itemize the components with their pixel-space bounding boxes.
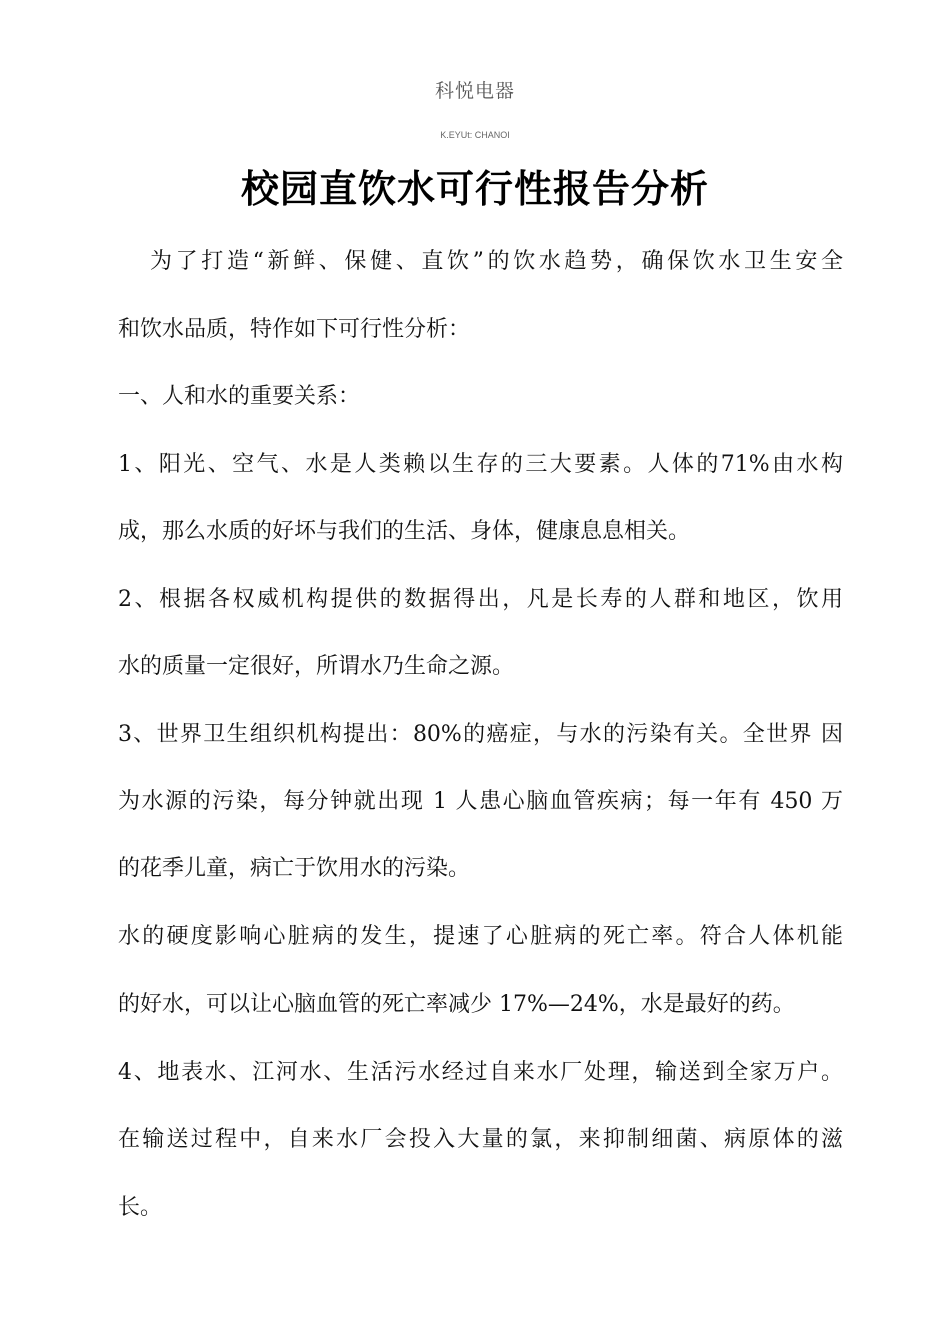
body-line-2: 和饮水品质，特作如下可行性分析： [118, 317, 471, 342]
body-line-14: 在输送过程中，自来水厂会投入大量的氯，来抑制细菌、病原体的滋 [118, 1127, 843, 1152]
body-line-10: 的花季儿童，病亡于饮用水的污染。 [118, 856, 471, 881]
body-line-1: 为了打造“新鲜、保健、直饮”的饮水趋势，确保饮水卫生安全 [150, 249, 843, 274]
document-title: 校园直饮水可行性报告分析 [240, 166, 709, 211]
body-line-8: 3、世界卫生组织机构提出：80%的癌症，与水的污染有关。全世界 因 [118, 722, 843, 747]
brand-subtitle: K.EYUt: CHANOI [440, 130, 510, 140]
body-line-12: 的好水，可以让心脑血管的死亡率减少 17%—24%，水是最好的药。 [118, 992, 795, 1017]
body-line-13: 4、地表水、江河水、生活污水经过自来水厂处理，输送到全家万户。 [118, 1060, 843, 1085]
body-line-7: 水的质量一定很好，所谓水乃生命之源。 [118, 654, 515, 679]
body-line-4: 1、阳光、空气、水是人类赖以生存的三大要素。人体的71%由水构 [118, 452, 843, 477]
brand-header: 科悦电器 [434, 80, 515, 102]
body-line-15: 长。 [118, 1195, 163, 1220]
section-heading-1: 一、人和水的重要关系： [118, 384, 361, 409]
body-line-5: 成，那么水质的好坏与我们的生活、身体，健康息息相关。 [118, 519, 691, 544]
body-line-11: 水的硬度影响心脏病的发生，提速了心脏病的死亡率。符合人体机能 [118, 924, 843, 949]
body-line-6: 2、根据各权威机构提供的数据得出，凡是长寿的人群和地区，饮用 [118, 587, 843, 612]
body-line-9: 为水源的污染，每分钟就出现 1 人患心脑血管疾病；每一年有 450 万 [118, 789, 843, 814]
